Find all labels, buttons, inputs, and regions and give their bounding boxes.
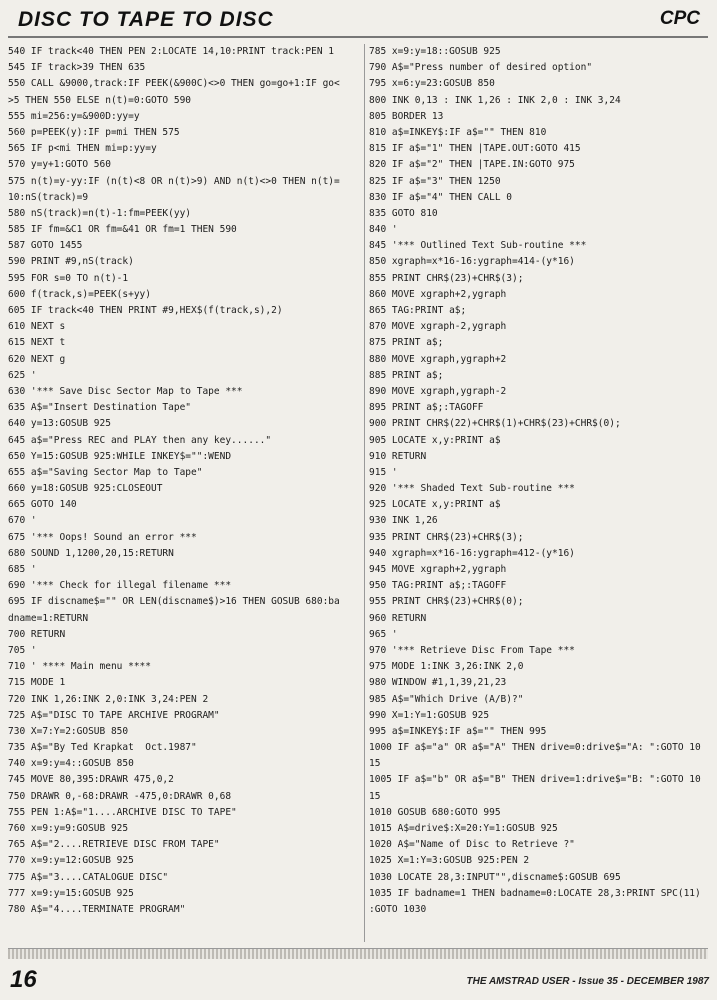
code-line: 777 x=9:y=15:GOSUB 925 [8, 887, 134, 899]
code-line: 1035 IF badname=1 THEN badname=0:LOCATE 28,3:PRINT SPC(11) [369, 887, 701, 899]
code-line: 785 x=9:y=18::GOSUB 925 [369, 46, 501, 57]
code-line: 645 a$="Press REC and PLAY then any key......" [8, 434, 272, 446]
code-line: 15 [369, 758, 381, 770]
code-line: 700 RETURN [8, 628, 66, 640]
code-line: 587 GOTO 1455 [8, 240, 83, 252]
code-line: >5 THEN 550 ELSE n(t)=0:GOTO 590 [8, 94, 192, 106]
code-line: 640 y=13:GOSUB 925 [8, 418, 111, 430]
section-brand: CPC [659, 8, 700, 29]
publication-footer: THE AMSTRAD USER - Issue 35 - DECEMBER 1987 [466, 976, 709, 987]
code-line: 565 IF p<mi THEN mi=p:yy=y [8, 143, 157, 155]
code-line: 550 CALL &9000,track:IF PEEK(&900C)<>0 THEN go=go+1:IF go< [8, 78, 340, 90]
code-line: 10:nS(track)=9 [8, 191, 89, 203]
code-line: 945 MOVE xgraph+2,ygraph [369, 564, 507, 575]
code-line: 950 TAG:PRINT a$;:TAGOFF [369, 580, 507, 592]
code-line: 745 MOVE 80,395:DRAWR 475,0,2 [8, 774, 174, 786]
code-line: 610 NEXT s [8, 321, 66, 333]
code-line: 650 Y=15:GOSUB 925:WHILE INKEY$="":WEND [8, 450, 232, 462]
code-line: 765 A$="2....RETRIEVE DISC FROM TAPE" [8, 839, 220, 851]
code-line: 685 ' [8, 564, 37, 575]
code-line: 540 IF track<40 THEN PEN 2:LOCATE 14,10:PRINT track:PEN 1 [8, 46, 335, 57]
code-line: 795 x=6:y=23:GOSUB 850 [369, 78, 495, 90]
code-line: 560 p=PEEK(y):IF p=mi THEN 575 [8, 126, 180, 138]
code-line: 725 A$="DISC TO TAPE ARCHIVE PROGRAM" [8, 709, 220, 721]
code-line: 830 IF a$="4" THEN CALL 0 [369, 191, 512, 203]
code-line: 690 '*** Check for illegal filename *** [8, 580, 232, 592]
code-line: 545 IF track>39 THEN 635 [8, 62, 146, 74]
code-line: 780 A$="4....TERMINATE PROGRAM" [8, 903, 186, 915]
code-line: 875 PRINT a$; [369, 337, 444, 349]
code-line: 930 INK 1,26 [369, 515, 438, 527]
code-column-left [8, 44, 363, 942]
code-line: 570 y=y+1:GOTO 560 [8, 159, 111, 171]
code-line: 990 X=1:Y=1:GOSUB 925 [369, 709, 490, 721]
code-line: 835 GOTO 810 [369, 207, 438, 219]
code-line: 910 RETURN [369, 450, 427, 462]
code-line: 575 n(t)=y-yy:IF (n(t)<8 OR n(t)>9) AND n(t)<>0 THEN n(t)= [8, 175, 340, 187]
code-line: 900 PRINT CHR$(22)+CHR$(1)+CHR$(23)+CHR$(0); [369, 418, 621, 430]
code-line: 600 f(track,s)=PEEK(s+yy) [8, 288, 151, 300]
code-line: 660 y=18:GOSUB 925:CLOSEOUT [8, 483, 163, 495]
code-line: 810 a$=INKEY$:IF a$="" THEN 810 [369, 126, 547, 138]
code-line: 775 A$="3....CATALOGUE DISC" [8, 871, 169, 883]
code-line: 670 ' [8, 515, 37, 527]
code-line: 855 PRINT CHR$(23)+CHR$(3); [369, 272, 524, 284]
code-line: 770 x=9:y=12:GOSUB 925 [8, 855, 134, 867]
column-divider [364, 44, 365, 942]
code-line: 915 ' [369, 466, 398, 478]
code-line: 715 MODE 1 [8, 677, 66, 689]
code-column-right [369, 44, 709, 942]
code-line: 935 PRINT CHR$(23)+CHR$(3); [369, 531, 524, 543]
code-line: 705 ' [8, 644, 37, 656]
code-line: 860 MOVE xgraph+2,ygraph [369, 288, 507, 300]
code-line: 920 '*** Shaded Text Sub-routine *** [369, 483, 575, 495]
code-line: 985 A$="Which Drive (A/B)?" [369, 693, 524, 705]
code-line: 710 ' **** Main menu **** [8, 661, 151, 673]
code-line: 655 a$="Saving Sector Map to Tape" [8, 466, 203, 478]
page-number: 16 [10, 966, 37, 993]
code-line: 15 [369, 790, 381, 802]
code-line: 970 '*** Retrieve Disc From Tape *** [369, 644, 575, 656]
code-line: 850 xgraph=x*16-16:ygraph=414-(y*16) [369, 256, 575, 268]
code-line: 1010 GOSUB 680:GOTO 995 [369, 806, 501, 818]
code-line: 895 PRINT a$;:TAGOFF [369, 402, 484, 414]
code-line: 815 IF a$="1" THEN |TAPE.OUT:GOTO 415 [369, 143, 581, 155]
code-line: 730 X=7:Y=2:GOSUB 850 [8, 725, 129, 737]
code-line: 890 MOVE xgraph,ygraph-2 [369, 385, 507, 397]
code-line: 760 x=9:y=9:GOSUB 925 [8, 823, 129, 834]
code-line: 1025 X=1:Y=3:GOSUB 925:PEN 2 [369, 855, 530, 867]
code-line: 585 IF fm=&C1 OR fm=&41 OR fm=1 THEN 590 [8, 224, 237, 236]
code-line: 635 A$="Insert Destination Tape" [8, 402, 192, 414]
code-line: 755 PEN 1:A$="1....ARCHIVE DISC TO TAPE" [8, 806, 237, 818]
code-line: 925 LOCATE x,y:PRINT a$ [369, 499, 501, 511]
code-line: 675 '*** Oops! Sound an error *** [8, 531, 197, 543]
code-line: 905 LOCATE x,y:PRINT a$ [369, 434, 501, 446]
code-line: 865 TAG:PRINT a$; [369, 305, 467, 316]
page-header [8, 6, 708, 38]
code-line: 595 FOR s=0 TO n(t)-1 [8, 272, 129, 284]
code-line: dname=1:RETURN [8, 612, 89, 624]
code-line: 960 RETURN [369, 612, 427, 624]
code-line: 1030 LOCATE 28,3:INPUT"",discname$:GOSUB 695 [369, 871, 621, 883]
code-line: 840 ' [369, 224, 398, 236]
footer-rule [8, 948, 708, 959]
code-line: 735 A$="By Ted Krapkat Oct.1987" [8, 742, 197, 754]
code-line: 580 nS(track)=n(t)-1:fm=PEEK(yy) [8, 207, 192, 219]
code-line: 740 x=9:y=4::GOSUB 850 [8, 758, 134, 770]
code-line: 720 INK 1,26:INK 2,0:INK 3,24:PEN 2 [8, 693, 209, 705]
code-line: 1020 A$="Name of Disc to Retrieve ?" [369, 839, 575, 851]
code-line: 790 A$="Press number of desired option" [369, 62, 593, 74]
code-line: 820 IF a$="2" THEN |TAPE.IN:GOTO 975 [369, 159, 575, 171]
code-line: 665 GOTO 140 [8, 499, 77, 511]
code-line: 555 mi=256:y=&900D:yy=y [8, 110, 140, 122]
code-line: 885 PRINT a$; [369, 369, 444, 381]
article-title: DISC TO TAPE TO DISC [18, 8, 274, 31]
code-line: 680 SOUND 1,1200,20,15:RETURN [8, 547, 174, 559]
code-line: :GOTO 1030 [369, 903, 427, 915]
code-line: 995 a$=INKEY$:IF a$="" THEN 995 [369, 725, 547, 737]
code-line: 845 '*** Outlined Text Sub-routine *** [369, 240, 587, 252]
code-line: 940 xgraph=x*16-16:ygraph=412-(y*16) [369, 547, 575, 559]
code-line: 1005 IF a$="b" OR a$="B" THEN drive=1:drive$="B: ":GOTO 10 [369, 774, 701, 786]
code-line: 590 PRINT #9,nS(track) [8, 256, 134, 268]
code-line: 630 '*** Save Disc Sector Map to Tape *** [8, 385, 243, 397]
code-line: 620 NEXT g [8, 353, 66, 365]
code-line: 965 ' [369, 628, 398, 640]
code-line: 805 BORDER 13 [369, 110, 444, 122]
code-line: 695 IF discname$="" OR LEN(discname$)>16 THEN GOSUB 680:ba [8, 596, 340, 608]
code-line: 800 INK 0,13 : INK 1,26 : INK 2,0 : INK 3,24 [369, 94, 621, 106]
code-line: 625 ' [8, 369, 37, 381]
code-line: 955 PRINT CHR$(23)+CHR$(0); [369, 596, 524, 608]
code-line: 975 MODE 1:INK 3,26:INK 2,0 [369, 661, 524, 673]
code-line: 1015 A$=drive$:X=20:Y=1:GOSUB 925 [369, 823, 558, 834]
code-line: 980 WINDOW #1,1,39,21,23 [369, 677, 507, 689]
code-line: 870 MOVE xgraph-2,ygraph [369, 321, 507, 333]
code-line: 825 IF a$="3" THEN 1250 [369, 175, 501, 187]
code-line: 750 DRAWR 0,-68:DRAWR -475,0:DRAWR 0,68 [8, 790, 232, 802]
code-line: 615 NEXT t [8, 337, 66, 349]
code-line: 880 MOVE xgraph,ygraph+2 [369, 353, 507, 365]
code-line: 605 IF track<40 THEN PRINT #9,HEX$(f(track,s),2) [8, 305, 283, 316]
code-line: 1000 IF a$="a" OR a$="A" THEN drive=0:drive$="A: ":GOTO 10 [369, 742, 701, 754]
